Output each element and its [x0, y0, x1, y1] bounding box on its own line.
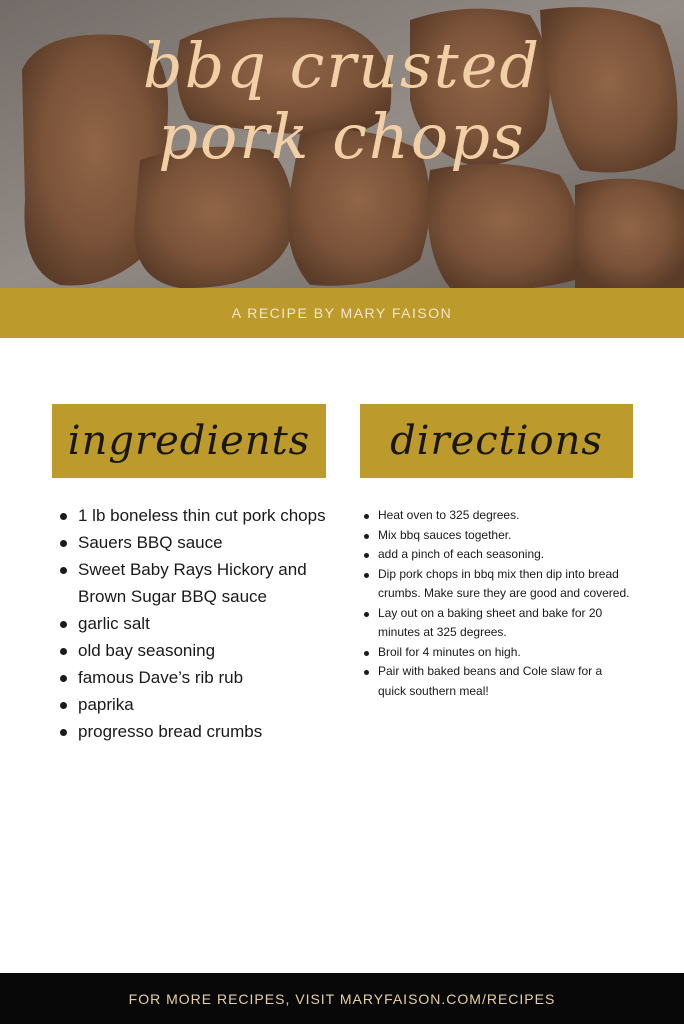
byline: A RECIPE BY MARY FAISON: [231, 305, 453, 321]
ingredients-list: [58, 502, 338, 745]
ingredients-header: [52, 404, 326, 478]
byline-band: [0, 288, 684, 338]
direction-step: Broil for 4 minutes on high.: [362, 643, 632, 663]
directions-heading: directions: [390, 418, 603, 464]
direction-step: Pair with baked beans and Cole slaw for a quick southern meal!: [362, 662, 632, 701]
direction-step: Dip pork chops in bbq mix then dip into bread crumbs. Make sure they are good and covered.: [362, 565, 632, 604]
footer-link-text[interactable]: FOR MORE RECIPES, VISIT MARYFAISON.COM/RECIPES: [128, 990, 556, 1007]
ingredient-item: progresso bread crumbs: [58, 718, 338, 745]
hero-image: [0, 0, 684, 288]
direction-step: add a pinch of each seasoning.: [362, 545, 632, 565]
footer: [0, 973, 684, 1024]
directions-header: [360, 404, 633, 478]
direction-step: Mix bbq sauces together.: [362, 526, 632, 546]
recipe-title: [0, 30, 684, 173]
direction-step: Lay out on a baking sheet and bake for 20 minutes at 325 degrees.: [362, 604, 632, 643]
ingredients-heading: ingredients: [67, 418, 311, 464]
ingredient-item: famous Dave’s rib rub: [58, 664, 338, 691]
directions-list: [362, 506, 632, 701]
direction-step: Heat oven to 325 degrees.: [362, 506, 632, 526]
ingredient-item: paprika: [58, 691, 338, 718]
recipe-title-line-2: pork chops: [158, 100, 526, 174]
ingredient-item: Sauers BBQ sauce: [58, 529, 338, 556]
ingredient-item: 1 lb boneless thin cut pork chops: [58, 502, 338, 529]
ingredient-item: old bay seasoning: [58, 637, 338, 664]
recipe-title-line-1: bbq crusted: [142, 29, 542, 102]
ingredient-item: Sweet Baby Rays Hickory and Brown Sugar BBQ sauce: [58, 556, 338, 610]
ingredient-item: garlic salt: [58, 610, 338, 637]
